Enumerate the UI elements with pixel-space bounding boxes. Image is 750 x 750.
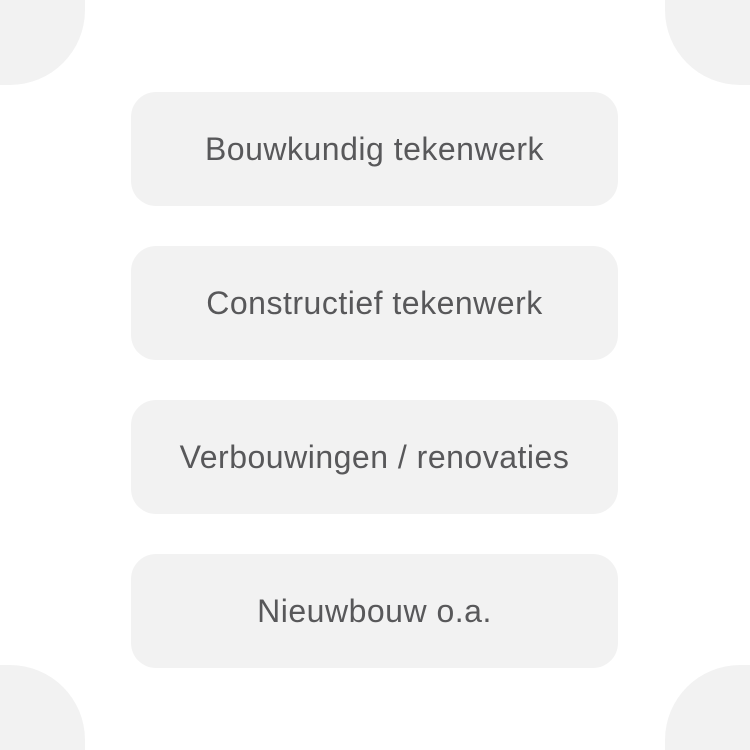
menu-button-label: Verbouwingen / renovaties [179,438,570,475]
menu-button-label: Nieuwbouw o.a. [257,592,492,629]
corner-decoration-top-left [0,0,85,85]
menu-button-constructief-tekenwerk[interactable] [131,246,618,360]
menu [131,92,618,668]
corner-decoration-bottom-right [665,665,750,750]
menu-button-verbouwingen-renovaties[interactable] [131,400,618,514]
corner-decoration-bottom-left [0,665,85,750]
menu-button-label: Constructief tekenwerk [206,284,543,321]
menu-button-nieuwbouw[interactable] [131,554,618,668]
menu-button-label: Bouwkundig tekenwerk [204,130,545,167]
corner-decoration-top-right [665,0,750,85]
menu-button-bouwkundig-tekenwerk[interactable] [131,92,618,206]
